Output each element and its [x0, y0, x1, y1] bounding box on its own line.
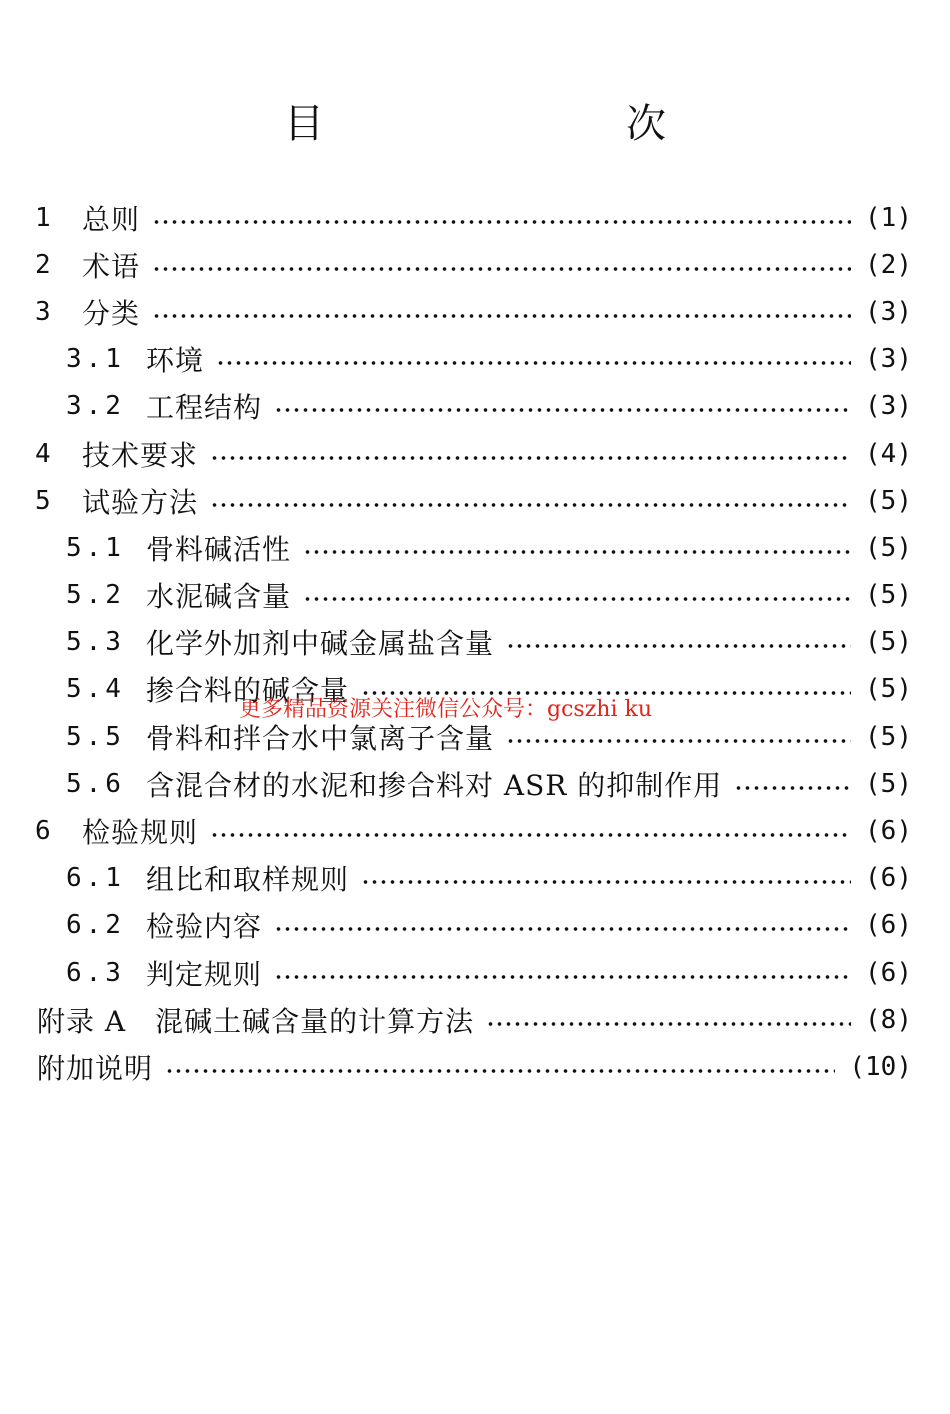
toc-entry-number: 4	[35, 438, 55, 469]
toc-entry-number: 2	[35, 249, 55, 280]
toc-entry-label: 检验规则	[82, 816, 199, 850]
toc-entry-page: (3)	[865, 296, 912, 327]
toc-entry-label: 技术要求	[82, 438, 199, 472]
toc-entry[interactable]	[0, 383, 950, 430]
toc-entry-label: 附加说明	[37, 1051, 154, 1085]
toc-entry-number: 3.1	[66, 344, 125, 375]
toc-entry[interactable]	[0, 524, 950, 571]
toc-entry[interactable]	[0, 855, 950, 902]
toc-entry-page: (6)	[865, 816, 912, 847]
toc-entry-page: (5)	[865, 580, 912, 611]
toc-entry-label: 水泥碱含量	[146, 580, 292, 614]
toc-dot-leader	[152, 219, 851, 225]
toc-entry-page: (6)	[865, 863, 912, 894]
toc-entry-page: (5)	[865, 532, 912, 563]
toc-entry-page: (3)	[865, 344, 912, 375]
toc-entry[interactable]	[0, 666, 950, 713]
toc-entry-page: (3)	[865, 391, 912, 422]
toc-entry[interactable]	[0, 194, 950, 241]
toc-dot-leader	[210, 832, 851, 838]
toc-entry-page: (4)	[865, 438, 912, 469]
toc-entry-page: (5)	[865, 627, 912, 658]
page-title: 目 次	[284, 101, 740, 147]
toc-entry-page: (5)	[865, 768, 912, 799]
toc-dot-leader	[361, 690, 851, 696]
toc-dot-leader	[486, 1021, 851, 1027]
toc-dot-leader	[361, 879, 851, 885]
watermark-text: 更多精品资源关注微信公众号：gcszhi ku	[239, 697, 652, 722]
toc-entry-page: (6)	[865, 957, 912, 988]
toc-entry-number: 5.6	[66, 768, 125, 799]
toc-dot-leader	[152, 266, 851, 272]
toc-entry[interactable]	[0, 996, 950, 1043]
toc-entry-number: 1	[35, 202, 55, 233]
toc-entry-label: 掺合料的碱含量	[146, 674, 350, 708]
toc-entry-label: 骨料和拌合水中氯离子含量	[146, 721, 495, 755]
toc-entry[interactable]	[0, 336, 950, 383]
toc-entry-label: 术语	[82, 249, 141, 283]
toc-dot-leader	[506, 738, 851, 744]
toc-entry[interactable]	[0, 619, 950, 666]
toc-entry-number: 5	[35, 485, 55, 516]
toc-entry[interactable]	[0, 477, 950, 524]
toc-dot-leader	[734, 785, 851, 791]
toc-entry-page: (8)	[865, 1004, 912, 1035]
toc-entry-page: (5)	[865, 485, 912, 516]
toc-entry[interactable]	[0, 713, 950, 760]
toc-entry-page: (2)	[865, 249, 912, 280]
toc-entry-page: (6)	[865, 910, 912, 941]
toc-dot-leader	[303, 596, 851, 602]
toc-entry[interactable]	[0, 430, 950, 477]
toc-entry-number: 3.2	[66, 391, 125, 422]
toc-entry[interactable]	[0, 1043, 950, 1090]
toc-entry-label: 化学外加剂中碱金属盐含量	[146, 627, 495, 661]
toc-entry-label: 附录 A 混碱土碱含量的计算方法	[37, 1004, 475, 1038]
toc-entry[interactable]	[0, 288, 950, 335]
toc-entry-label: 骨料碱活性	[146, 532, 292, 566]
toc-dot-leader	[303, 549, 851, 555]
toc-dot-leader	[216, 360, 851, 366]
toc-entry-label: 总则	[82, 202, 141, 236]
toc-dot-leader	[274, 974, 851, 980]
toc-entry-label: 工程结构	[146, 391, 263, 425]
toc-entry-label: 环境	[146, 344, 205, 378]
toc-dot-leader	[165, 1068, 835, 1074]
toc-dot-leader	[506, 643, 851, 649]
toc-entry-number: 6.1	[66, 863, 125, 894]
toc-dot-leader	[274, 926, 851, 932]
toc-entry-number: 6	[35, 816, 55, 847]
toc-entry-number: 6.2	[66, 910, 125, 941]
toc-entry-label: 试验方法	[82, 485, 199, 519]
toc-entry-number: 5.1	[66, 532, 125, 563]
toc-entry-page: (5)	[865, 721, 912, 752]
toc-entry[interactable]	[0, 807, 950, 854]
table-of-contents	[0, 194, 950, 1091]
toc-entry[interactable]	[0, 241, 950, 288]
toc-entry-label: 含混合材的水泥和掺合料对 ASR 的抑制作用	[146, 768, 723, 802]
toc-entry-label: 分类	[82, 296, 141, 330]
toc-entry-label: 判定规则	[146, 957, 263, 991]
toc-entry-number: 5.4	[66, 674, 125, 705]
toc-dot-leader	[152, 313, 851, 319]
toc-entry-number: 5.3	[66, 627, 125, 658]
toc-dot-leader	[274, 407, 851, 413]
toc-entry[interactable]	[0, 902, 950, 949]
toc-entry[interactable]	[0, 572, 950, 619]
toc-entry-page: (10)	[849, 1051, 912, 1082]
toc-entry-page: (5)	[865, 674, 912, 705]
toc-entry-label: 组比和取样规则	[146, 863, 350, 897]
toc-entry-number: 3	[35, 296, 55, 327]
toc-entry-number: 6.3	[66, 957, 125, 988]
toc-dot-leader	[210, 502, 851, 508]
toc-dot-leader	[210, 455, 851, 461]
toc-entry-number: 5.2	[66, 580, 125, 611]
toc-entry-number: 5.5	[66, 721, 125, 752]
toc-entry[interactable]	[0, 760, 950, 807]
toc-entry[interactable]	[0, 949, 950, 996]
toc-entry-label: 检验内容	[146, 910, 263, 944]
toc-entry-page: (1)	[865, 202, 912, 233]
